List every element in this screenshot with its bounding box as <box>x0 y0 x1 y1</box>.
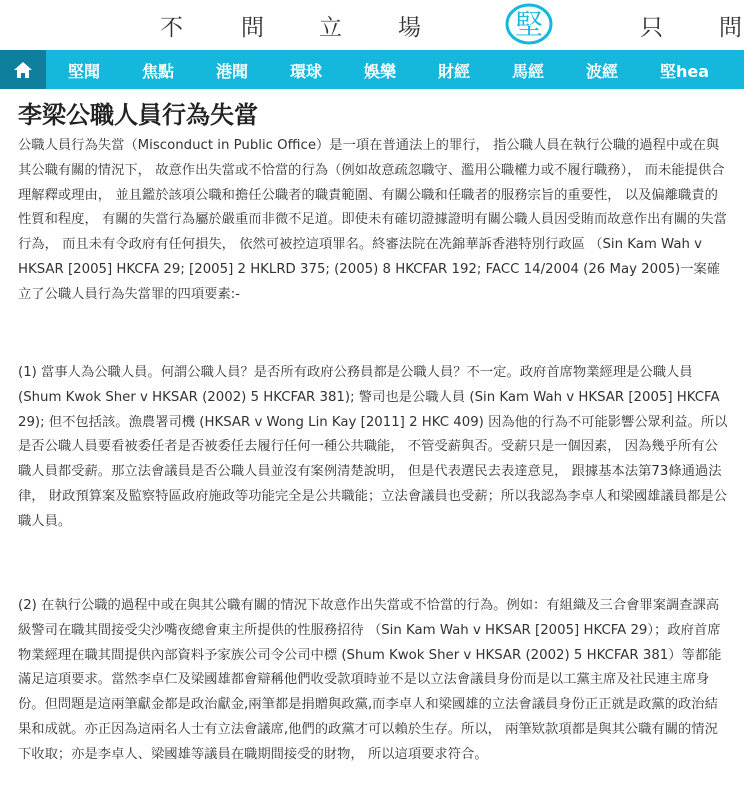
article-paragraph: (1) 當事人為公職人員。何謂公職人員？是否所有政府公務員都是公職人員？不一定。政府首席物業經理是公職人員 (Shum Kwok Sher v HKSAR (2002) 5 HKCFAR 381); 警司也是公職人員 (Sin Kam Wah v HKSAR [2005] HKCFA 29); 但不包括該。漁農署司機 (HKSAR v Wong Lin Kay [2011] 2 HKC 409) 因為他的行為不可能影響公眾利益。所以是否公職人員要看被委任者是否被委任去履行任何一種公共職能， 不管受薪與否。受薪只是一個因素， 因為幾乎所有公職人員都受薪。那立法會議員是否公職人員並沒有案例清楚說明， 但是代表選民去表達意見， 跟據基本法第73條通過法律， 財政預算案及監察特區政府施政等功能完全是公共職能；立法會議員也受薪；所以我認為李卓人和梁國雄議員都是公職人員。 <box>18 365 728 529</box>
nav-item[interactable]: 港聞 <box>216 62 249 81</box>
slogan-char: 立 <box>319 15 342 41</box>
nav-item[interactable]: 財經 <box>438 62 471 81</box>
nav-item[interactable]: 焦點 <box>142 62 175 81</box>
home-icon <box>13 61 33 79</box>
nav-bar <box>0 50 744 89</box>
slogan-char: 不 <box>160 15 183 41</box>
nav-item[interactable]: 堅聞 <box>68 62 101 81</box>
article-paragraph: (2) 在執行公職的過程中或在與其公職有關的情況下故意作出失當或不恰當的行為。例如：有組織及三合會罪案調查課高級警司在職其間接受尖沙嘴夜總會東主所提供的性服務招待 （Sin Kam Wah v HKSAR [2005] HKCFA 29）；政府首席物業經理在職其間提供內部資料予家族公司令公司中標 (Shum Kwok Sher v HKSAR (2002) 5 HKCFAR 381）等都能滿足這項要求。當然李卓仁及梁國雄都會辯稱他們收受款項時並不是以立法會議員身份而是以工黨主席及社民連主席身份。但問題是這兩筆獻金都是政治獻金,兩筆都是捐贈與政黨,而李卓人和梁國雄的立法會議員身份正正就是政黨的政治結果和成就。亦正因為這兩名人士有立法會議席,他們的政黨才可以賴於生存。所以， 兩筆欵款項都是與其公職有關的情況下收取；亦是李卓人、梁國雄等議員在職期間接受的財物， 所以這項要求符合。 <box>18 598 722 762</box>
masthead <box>0 0 744 50</box>
slogan-char: 問 <box>241 15 264 41</box>
nav-home-button[interactable] <box>0 50 46 89</box>
nav-item[interactable]: 娛樂 <box>364 62 397 81</box>
nav-item[interactable]: 波經 <box>586 62 619 81</box>
article-title: 李梁公職人員行為失當 <box>18 101 258 129</box>
nav-item[interactable]: 馬經 <box>512 62 545 81</box>
slogan-char: 問 <box>719 15 742 41</box>
site-logo[interactable] <box>504 2 554 46</box>
slogan-char: 場 <box>398 15 421 41</box>
slogan-char: 只 <box>640 15 663 41</box>
logo-char: 堅 <box>514 8 544 41</box>
nav-item[interactable]: 堅hea <box>660 62 710 81</box>
article-paragraph: 公職人員行為失當（Misconduct in Public Office）是一項在普通法上的罪行， 指公職人員在執行公職的過程中或在與其公職有關的情況下， 故意作出失當或不恰當的行為（例如故意疏忽職守、濫用公職權力或不履行職務）， 而未能提供合理解釋或理由， 並且鑑於該項公職和擔任公職者的職責範圍、有關公職和任職者的服務宗旨的重要性， 以及偏離職責的性質和程度， 有關的失當行為屬於嚴重而非微不足道。即使未有確切證據證明有關公職人員因受賄而故意作出有關的失當行為， 而且未有令政府有任何損失， 依然可被控這項罪名。終審法院在冼錦華訴香港特別行政區 （Sin Kam Wah v HKSAR [2005] HKCFA 29; [2005] 2 HKLRD 375; (2005) 8 HKCFAR 192; FACC 14/2004 (26 May 2005)一案確立了公職人員行為失當罪的四項要素:- <box>18 138 727 302</box>
nav-item[interactable]: 環球 <box>290 62 323 81</box>
